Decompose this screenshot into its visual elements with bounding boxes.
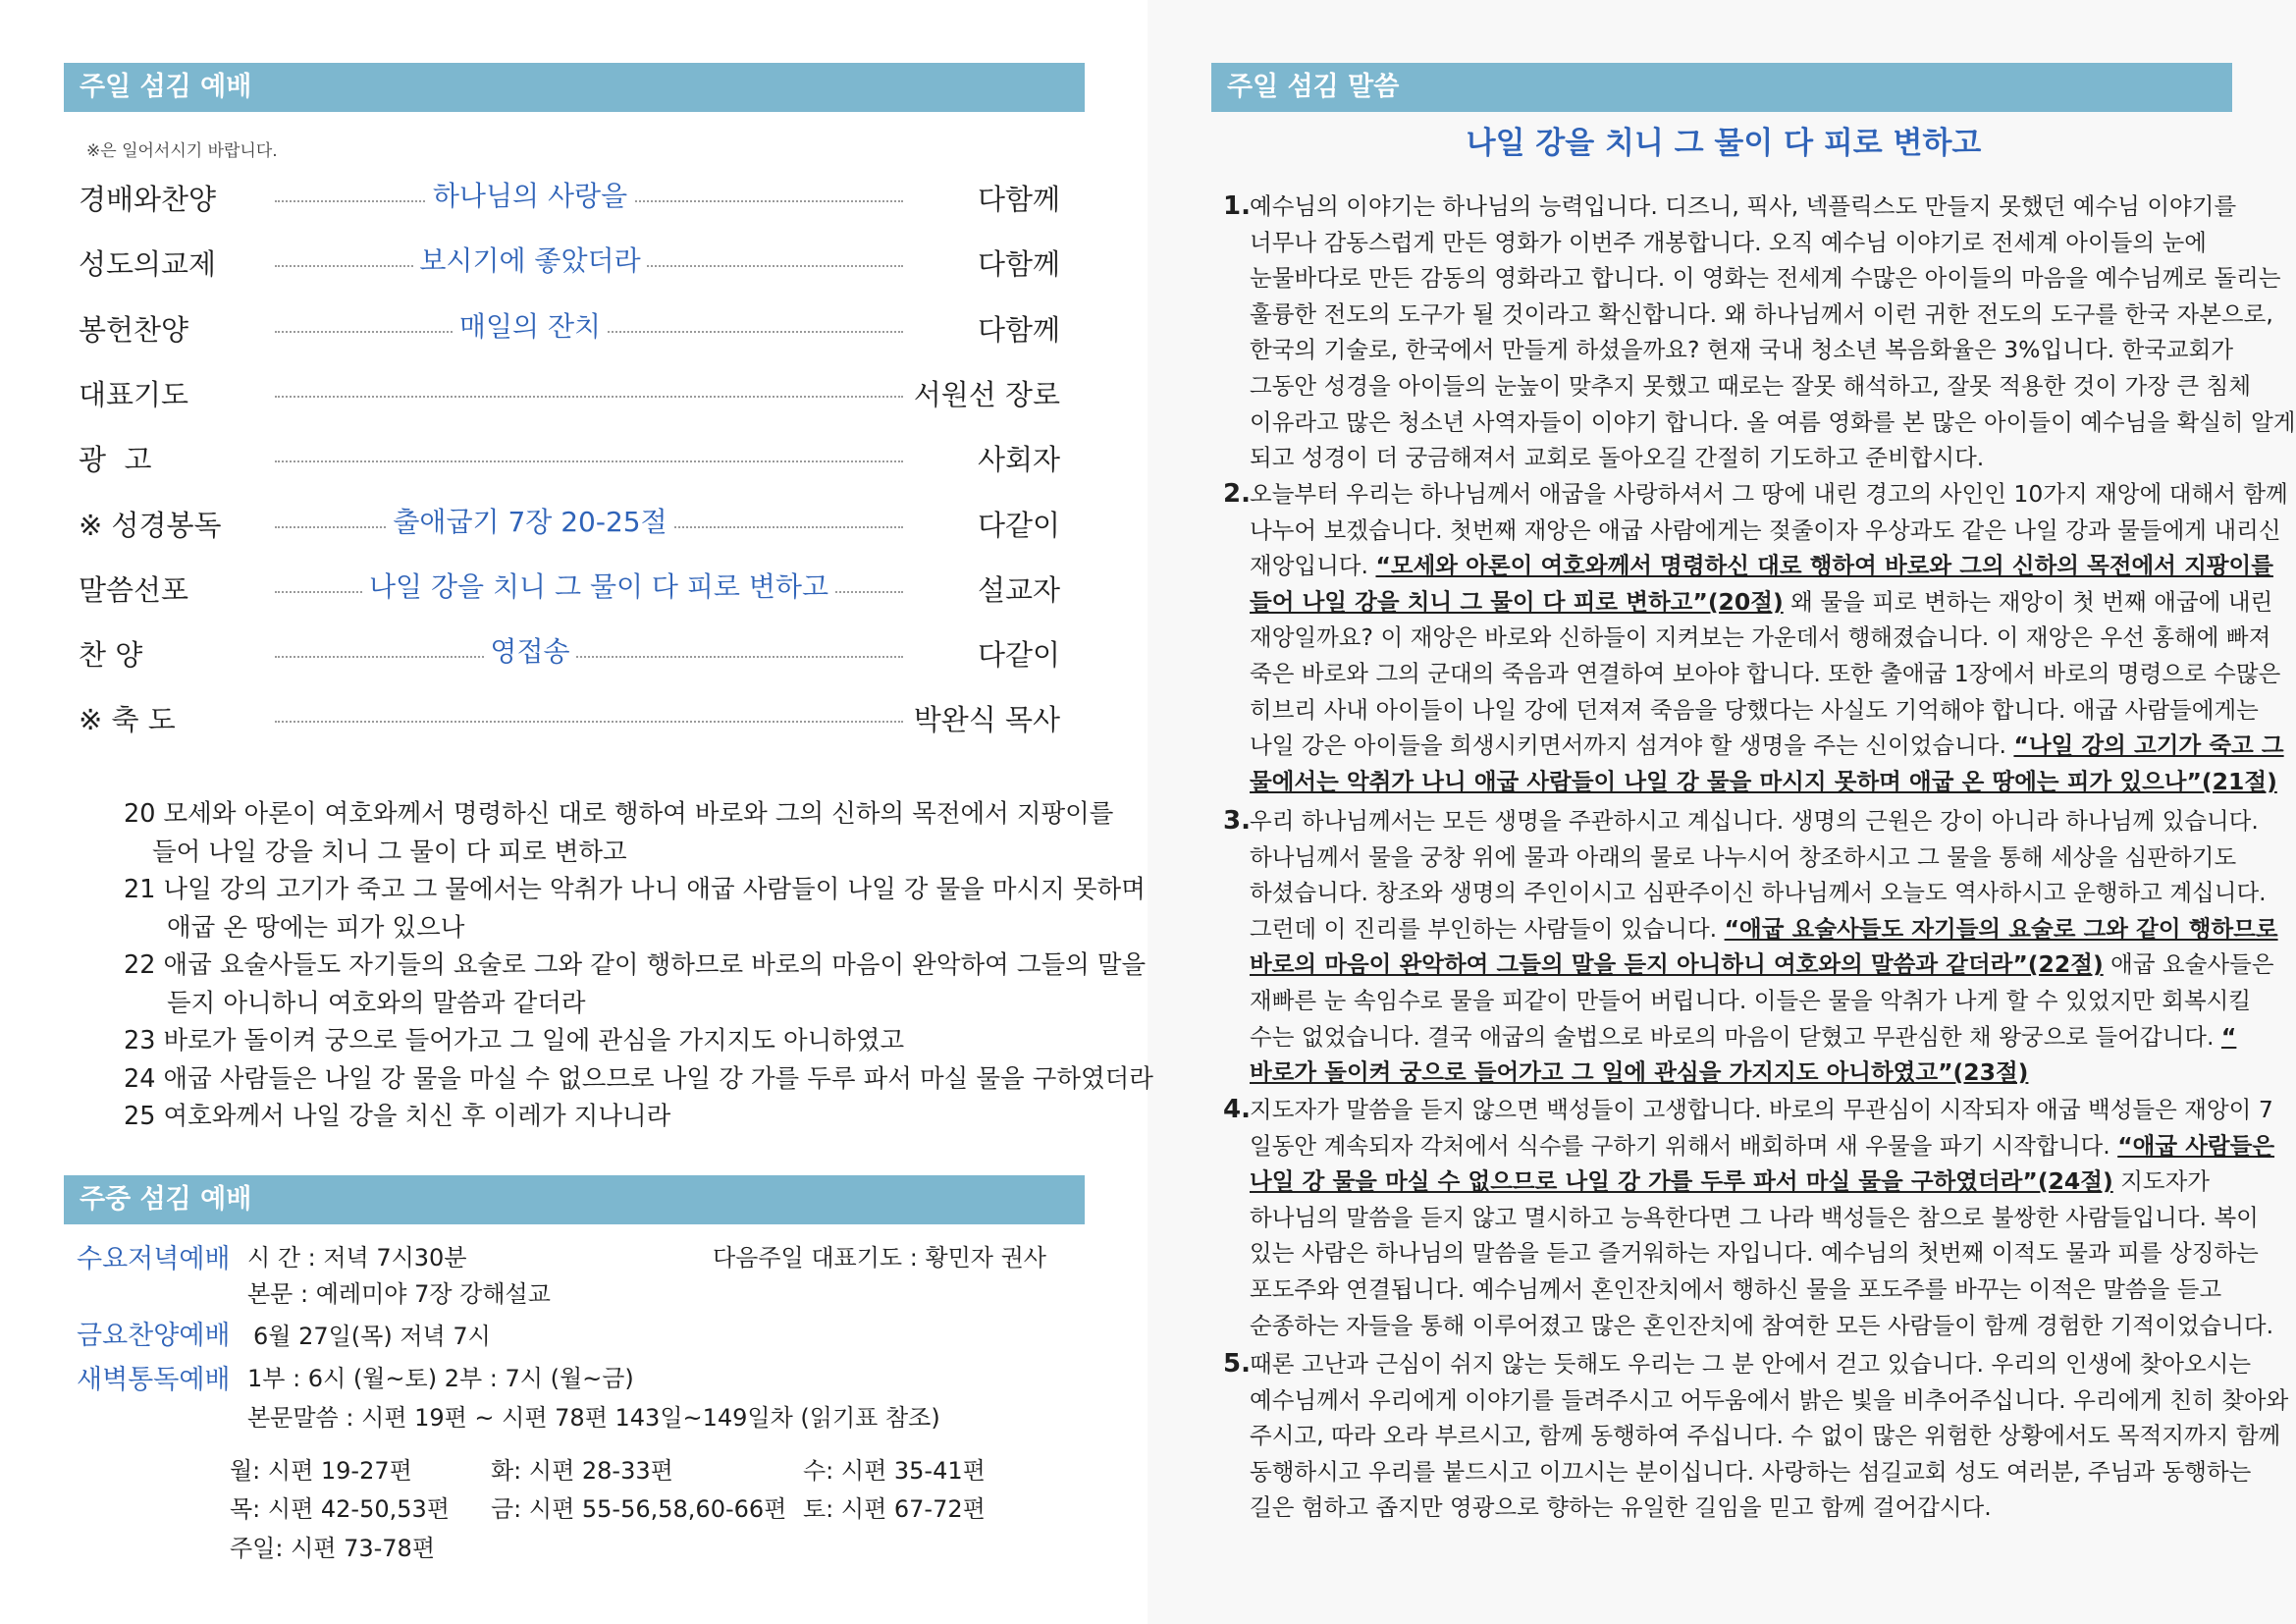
paragraph-number: 3. [1223,806,1251,836]
order-who: 다함께 [977,312,1060,347]
paragraph-line: 히브리 사내 아이들이 나일 강에 던져져 죽음을 당했다는 사실도 기억해야 합니다. 애굽 사람들에게는 [1250,695,2259,724]
order-title [363,242,697,281]
scripture-quote: “애굽 요술사들도 자기들의 요술로 그와 같이 행하므로 [1724,914,2278,943]
paragraph-line: 나일 강은 아이들을 희생시키면서까지 섬겨야 할 생명을 주는 신이었습니다. “나일 강의 고기가 죽고 그 [1250,731,2284,760]
order-who: 다같이 [977,508,1060,542]
paragraph-line: 되고 성경이 더 궁금해져서 교회로 돌아오길 간절히 기도하고 준비합시다. [1250,444,1985,472]
order-title-text: 출애굽기 7장 20-25절 [387,506,672,538]
order-label: 봉헌찬양 [79,312,189,347]
sermon-paragraph [1223,803,2278,1091]
paragraph-line [1250,1055,2248,1091]
paragraph-line: 그런데 이 진리를 부인하는 사람들이 있습니다. “애굽 요술사들도 자기들의 요술로 그와 같이 행하므로 [1250,914,2278,943]
order-title [363,568,829,607]
paragraph-line: 재앙일까요? 이 재앙은 바로와 신하들이 지켜보는 가운데서 행해졌습니다. 이 재앙은 우선 홍해에 빠져 [1250,623,2271,652]
order-title-text: 하나님의 사랑을 [427,180,633,212]
order-label: 광 고 [79,443,152,477]
order-row [79,503,1060,548]
order-who: 다같이 [977,638,1060,673]
schedule-mon: 월: 시편 19-27편 [230,1457,412,1485]
verse-line: 들어 나일 강을 치니 그 물이 다 피로 변하고 [152,837,627,867]
wednesday-text: 본문 : 예레미야 7장 강해설교 [247,1280,551,1308]
paragraph-line: 하셨습니다. 창조와 생명의 주인이시고 심판주이신 하나님께서 오늘도 역사하시고 운행하고 계십니다. [1250,879,2267,907]
schedule-wed: 수: 시편 35-41편 [803,1457,986,1485]
order-label: 말씀선포 [79,572,189,607]
next-prayer: 다음주일 대표기도 : 황민자 권사 [713,1244,1046,1272]
paragraph-line: 바로의 마음이 완악하여 그들의 말을 듣지 아니하니 여호와의 말씀과 같더라”(22절) 애굽 요술사들은 [1250,950,2274,979]
dotted-leader [275,396,903,398]
paragraph-line: 눈물바다로 만든 감동의 영화라고 합니다. 이 영화는 전세계 수많은 아이들의 마음을 예수님께로 돌리는 [1250,264,2281,293]
paragraph-line: 우리 하나님께서는 모든 생명을 주관하시고 계십니다. 생명의 근원은 강이 아니라 하나님께 있습니다. [1250,807,2259,835]
paragraph-line: 동행하시고 우리를 붙드시고 이끄시는 분이십니다. 사랑하는 섬길교회 성도 여러분, 주님과 동행하는 [1250,1457,2252,1486]
friday-time: 6월 27일(목) 저녁 7시 [253,1323,491,1350]
order-title [363,177,697,216]
paragraph-number: 2. [1223,479,1251,509]
paragraph-line: 오늘부터 우리는 하나님께서 애굽을 사랑하셔서 그 땅에 내린 경고의 사인인 10가지 재앙에 대해서 함께 [1250,480,2288,508]
wednesday-service-label: 수요저녁예배 [77,1244,231,1274]
scripture-quote: 바로가 돌이켜 궁으로 들어가고 그 일에 관심을 가지지도 아니하였고”(23절) [1250,1058,2029,1087]
order-label: 찬 양 [79,638,143,673]
schedule-sat: 토: 시편 67-72편 [803,1495,986,1523]
order-title [363,503,697,542]
friday-service-label: 금요찬양예배 [77,1321,231,1351]
paragraph-lines [1223,189,2296,476]
paragraph-line: 길은 험하고 좁지만 영광으로 향하는 유일한 길임을 믿고 함께 걸어갑시다. [1250,1493,1992,1522]
order-label: ※ 성경봉독 [79,508,222,542]
order-row [79,437,1060,482]
paragraph-line: 재앙입니다. “모세와 아론이 여호와께서 명령하신 대로 행하여 바로와 그의 신하의 목전에서 지팡이를 [1250,552,2273,580]
paragraph-lines [1223,476,2288,799]
scripture-quote: 나일 강 물을 마실 수 없으므로 나일 강 가를 두루 파서 마실 물을 구하였더라”(24절) [1250,1167,2113,1196]
order-who: 박완식 목사 [913,703,1060,737]
paragraph-line: 수는 없었습니다. 결국 애굽의 술법으로 바로의 마음이 닫혔고 무관심한 채 왕궁으로 들어갑니다. “ [1250,1022,2237,1051]
paragraph-number: 1. [1223,191,1251,221]
paragraph-number: 4. [1223,1095,1251,1124]
order-label: 경배와찬양 [79,183,217,216]
scripture-quote: 들어 나일 강을 치니 그 물이 다 피로 변하고”(20절) [1250,587,1784,616]
verse-line: 25 여호와께서 나일 강을 치신 후 이레가 지나니라 [124,1102,671,1131]
paragraph-line: 나누어 보겠습니다. 첫번째 재앙은 애굽 사람에게는 젖줄이자 우상과도 같은 나일 강과 물들에게 내리신 [1250,515,2281,544]
verse-line: 21 나일 강의 고기가 죽고 그 물에서는 악취가 나니 애굽 사람들이 나일 강 물을 마시지 못하며 [124,875,1146,904]
sunday-service-header: 주일 섬김 예배 [64,63,1085,112]
order-row [79,697,1060,742]
verse-line: 23 바로가 돌이켜 궁으로 들어가고 그 일에 관심을 가지지도 아니하였고 [124,1026,905,1056]
paragraph-line: 주시고, 따라 오라 부르시고, 함께 동행하여 주십니다. 수 없이 많은 위험한 상황에서도 목적지까지 함께 [1250,1422,2281,1450]
paragraph-line: 들어 나일 강을 치니 그 물이 다 피로 변하고”(20절) 왜 물을 피로 변하는 재앙이 첫 번째 애굽에 내린 [1250,587,2273,616]
paragraph-line: 순종하는 자들을 통해 이루어졌고 많은 혼인잔치에 참여한 모든 사람들이 함께 경험한 기적이었습니다. [1250,1311,2274,1339]
dawn-time: 1부 : 6시 (월~토) 2부 : 7시 (월~금) [247,1365,634,1392]
order-who: 사회자 [977,443,1060,477]
order-row [79,372,1060,417]
paragraph-line: 예수님께서 우리에게 이야기를 들려주시고 어두움에서 밝은 빛을 비추어주십니다. 우리에게 친히 찾아와 [1250,1385,2289,1414]
verse-line: 24 애굽 사람들은 나일 강 물을 마실 수 없으므로 나일 강 가를 두루 파서 마실 물을 구하였더라 [124,1063,1153,1094]
paragraph-line [1250,764,2277,800]
paragraph-line: 일동안 계속되자 각처에서 식수를 구하기 위해서 배회하며 새 우물을 파기 시작합니다. “애굽 사람들은 [1250,1131,2275,1160]
scripture-quote: 물에서는 악취가 나니 애굽 사람들이 나일 강 물을 마시지 못하며 애굽 온 땅에는 피가 있으나”(21절) [1250,767,2277,795]
paragraph-line: 지도자가 말씀을 듣지 않으면 백성들이 고생합니다. 바로의 무관심이 시작되자 애굽 백성들은 재앙이 7 [1250,1096,2273,1123]
dotted-leader [275,460,903,462]
order-who: 다함께 [977,183,1060,216]
scripture-quote: “나일 강의 고기가 죽고 그 [2013,731,2284,760]
paragraph-line: 너무나 감동스럽게 만든 영화가 이번주 개봉합니다. 오직 예수님 이야기로 전세계 아이들의 눈에 [1250,228,2207,256]
scripture-quote: “애굽 사람들은 [2117,1131,2275,1160]
paragraph-line: 하나님께서 물을 궁창 위에 물과 아래의 물로 나누시어 창조하시고 그 물을 통해 세상을 심판하기도 [1250,842,2237,871]
order-row [79,242,1060,287]
verse-line: 22 애굽 요술사들도 자기들의 요술로 그와 같이 행하므로 바로의 마음이 완악하여 그들의 말을 [124,950,1147,980]
paragraph-line: 재빠른 눈 속임수로 물을 피같이 만들어 버립니다. 이들은 물을 악취가 나게 할 수 있었지만 회복시킬 [1250,986,2252,1014]
order-label: 대표기도 [79,377,189,411]
order-title [363,632,697,672]
paragraph-line: 포도주와 연결됩니다. 예수님께서 혼인잔치에서 행하신 물을 포도주를 바꾸는 이적은 말씀을 듣고 [1250,1274,2222,1303]
sunday-sermon-header: 주일 섬김 말씀 [1211,63,2232,112]
sermon-paragraph [1223,1092,2275,1343]
schedule-thu: 목: 시편 42-50,53편 [230,1495,450,1523]
schedule-fri: 금: 시편 55-56,58,60-66편 [491,1495,787,1523]
order-label: 성도의교제 [79,247,217,282]
paragraph-line: 하나님의 말씀을 듣지 않고 멸시하고 능욕한다면 그 나라 백성들은 참으로 불쌍한 사람들입니다. 복이 [1250,1203,2259,1231]
paragraph-line: 그동안 성경을 아이들의 눈높이 맞추지 못했고 때로는 잘못 해석하고, 잘못 적용한 것이 가장 큰 침체 [1250,371,2252,400]
order-title-text: 매일의 잔치 [454,310,607,343]
order-row [79,177,1060,222]
paragraph-line: 죽은 바로와 그의 군대의 죽음과 연결하여 보아야 합니다. 또한 출애굽 1장에서 바로의 명령으로 수많은 [1250,659,2281,687]
dotted-leader [275,721,903,723]
order-row [79,632,1060,677]
sermon-paragraph [1223,476,2288,799]
paragraph-lines [1223,1092,2275,1343]
paragraph-line: 훌륭한 전도의 도구가 될 것이라고 확신합니다. 왜 하나님께서 이런 귀한 전도의 도구를 한국 자본으로, [1250,299,2273,328]
paragraph-line: 때론 고난과 근심이 쉬지 않는 듯해도 우리는 그 분 안에서 걷고 있습니다. 우리의 인생에 찾아오시는 [1250,1350,2252,1378]
paragraph-line: 예수님의 이야기는 하나님의 능력입니다. 디즈니, 픽사, 넥플릭스도 만들지 못했던 예수님 이야기를 [1250,192,2237,220]
order-title-text: 영접송 [484,635,575,668]
order-row [79,307,1060,352]
sermon-title: 나일 강을 치니 그 물이 다 피로 변하고 [1466,126,1982,161]
scripture-quote: “모세와 아론이 여호와께서 명령하신 대로 행하여 바로와 그의 신하의 목전에서 지팡이를 [1375,552,2273,580]
paragraph-number: 5. [1223,1349,1251,1379]
weekday-service-header: 주중 섬김 예배 [64,1175,1085,1224]
order-label: ※ 축 도 [79,703,176,737]
order-who: 설교자 [977,572,1060,607]
order-title [363,307,697,347]
order-who: 서원선 장로 [913,377,1060,411]
dawn-text: 본문말씀 : 시편 19편 ~ 시편 78편 143일~149일차 (읽기표 참조) [247,1404,940,1432]
order-title-text: 보시기에 좋았더라 [413,244,646,277]
sermon-paragraph [1223,1346,2289,1526]
paragraph-lines [1223,1346,2289,1526]
order-title-text: 나일 강을 치니 그 물이 다 피로 변하고 [363,570,834,603]
verse-line: 20 모세와 아론이 여호와께서 명령하신 대로 행하여 바로와 그의 신하의 목전에서 지팡이를 [124,799,1114,829]
order-who: 다함께 [977,247,1060,282]
wednesday-time: 시 간 : 저녁 7시30분 [247,1244,467,1272]
paragraph-line: 한국의 기술로, 한국에서 만들게 하셨을까요? 현재 국내 청소년 복음화율은 3%입니다. 한국교회가 [1250,336,2234,364]
paragraph-line: 이유라고 많은 청소년 사역자들이 이야기 합니다. 올 여름 영화를 본 많은 아이들이 예수님을 확실히 알게 [1250,407,2296,436]
verse-line: 듣지 아니하니 여호와의 말씀과 같더라 [167,988,586,1018]
verse-line: 애굽 온 땅에는 피가 있으나 [167,912,465,943]
paragraph-line: 나일 강 물을 마실 수 없으므로 나일 강 가를 두루 파서 마실 물을 구하였더라”(24절) 지도자가 [1250,1167,2210,1196]
dawn-service-label: 새벽통독예배 [77,1365,231,1395]
sermon-paragraph [1223,189,2296,476]
scripture-quote: 바로의 마음이 완악하여 그들의 말을 듣지 아니하니 여호와의 말씀과 같더라”(22절) [1250,950,2104,979]
schedule-tue: 화: 시편 28-33편 [491,1457,673,1485]
order-row [79,568,1060,613]
paragraph-line: 있는 사람은 하나님의 말씀을 듣고 즐거워하는 자입니다. 예수님의 첫번째 이적도 물과 피를 상징하는 [1250,1239,2259,1268]
paragraph-lines [1223,803,2278,1091]
scripture-quote: “ [2220,1022,2237,1051]
stand-note: ※은 일어서시기 바랍니다. [86,141,278,161]
schedule-sun: 주일: 시편 73-78편 [230,1535,436,1562]
